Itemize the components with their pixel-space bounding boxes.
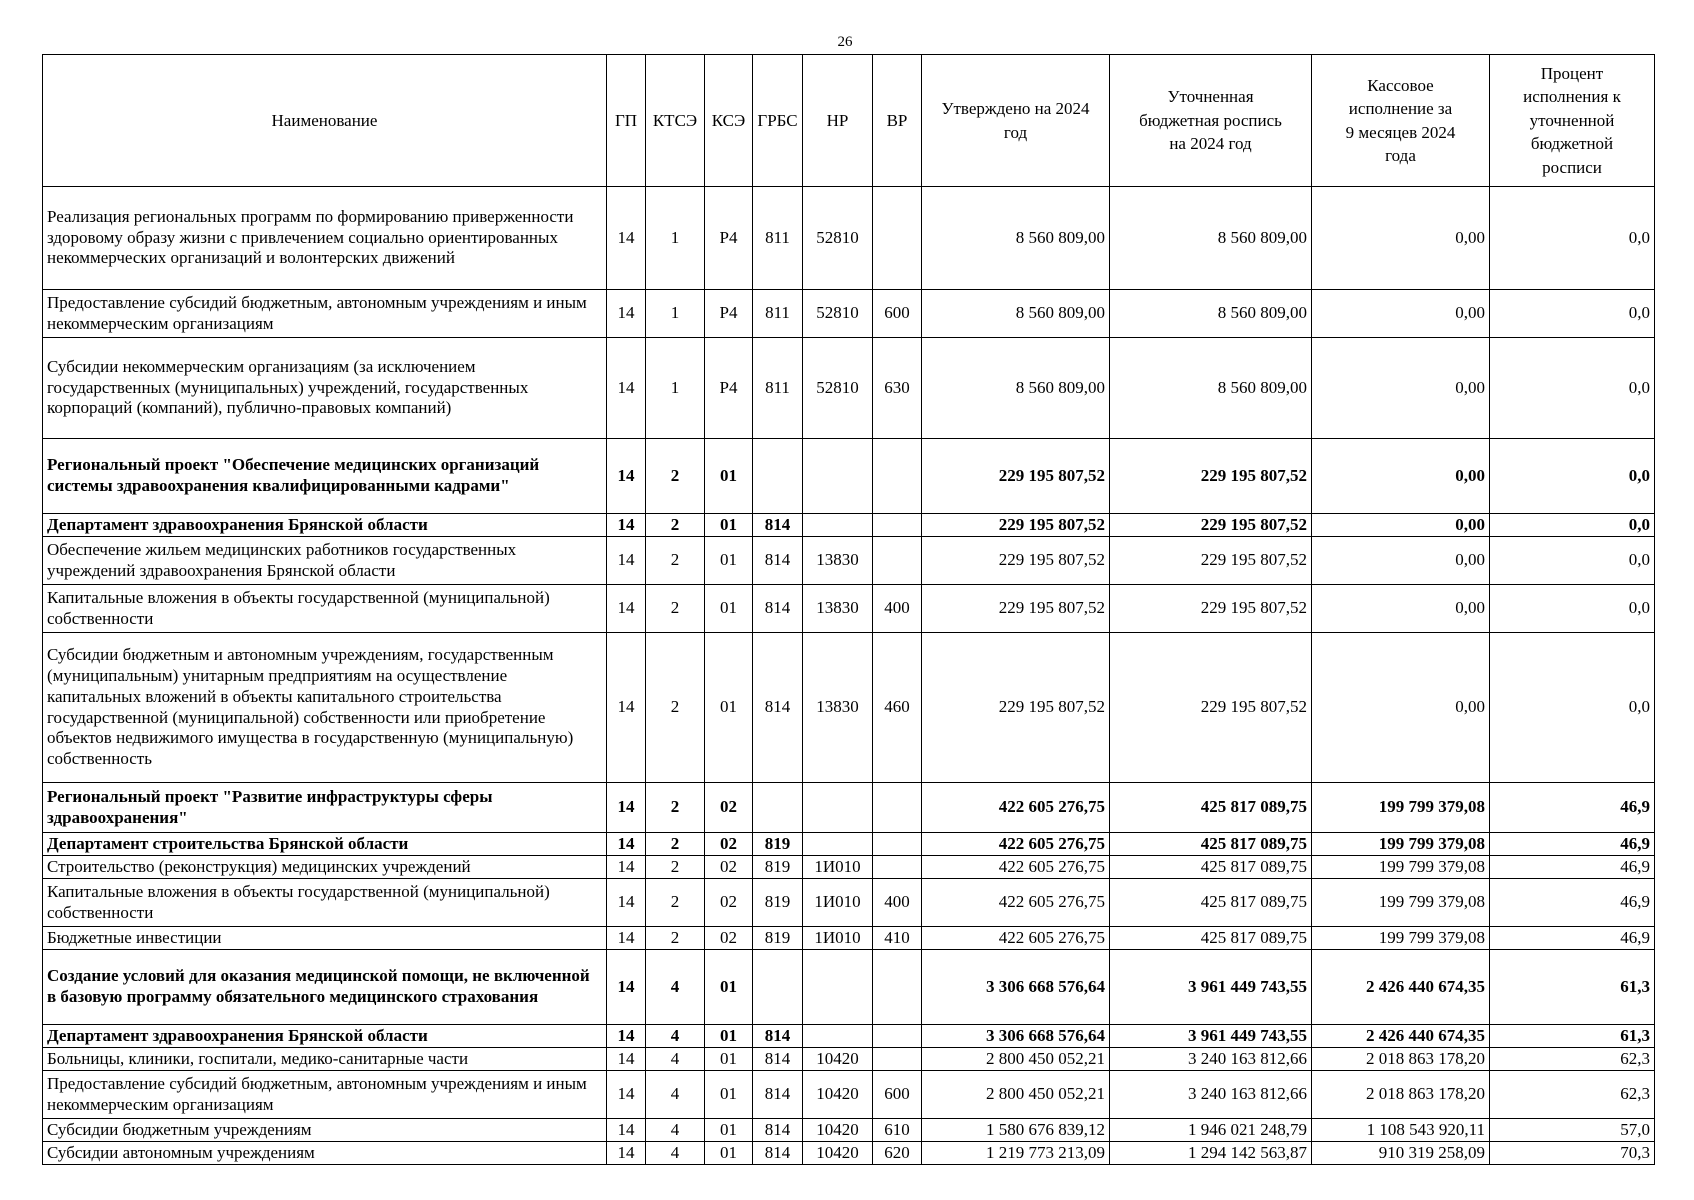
cell-gp: 14 [607, 856, 646, 879]
table-row [43, 1071, 1655, 1119]
cell-ktse: 2 [646, 927, 705, 950]
cell-cash: 0,00 [1312, 514, 1490, 537]
cell-grbs [753, 439, 803, 514]
cell-ktse: 2 [646, 833, 705, 856]
cell-refined: 229 195 807,52 [1110, 633, 1312, 783]
cell-vr [873, 537, 922, 585]
cell-cash: 0,00 [1312, 633, 1490, 783]
cell-refined: 425 817 089,75 [1110, 833, 1312, 856]
cell-approved: 2 800 450 052,21 [922, 1071, 1110, 1119]
cell-nr: 52810 [803, 338, 873, 439]
cell-cash: 1 108 543 920,11 [1312, 1119, 1490, 1142]
cell-nr [803, 783, 873, 833]
cell-approved: 422 605 276,75 [922, 856, 1110, 879]
cell-name: Субсидии бюджетным учреждениям [43, 1119, 607, 1142]
cell-name: Бюджетные инвестиции [43, 927, 607, 950]
table-row [43, 1119, 1655, 1142]
cell-name: Субсидии бюджетным и автономным учреждениям, государственным (муниципальным) унитарным предприятиям на осуществление капитальных вложений в объекты капитального строительства государственной (муниципальной) собственности или приобретение объектов недвижимого имущества в государственную (муниципальную) собственность [43, 633, 607, 783]
cell-gp: 14 [607, 187, 646, 290]
cell-grbs: 814 [753, 514, 803, 537]
cell-vr: 600 [873, 1071, 922, 1119]
cell-approved: 229 195 807,52 [922, 439, 1110, 514]
cell-kse: 01 [705, 950, 753, 1025]
cell-nr: 10420 [803, 1142, 873, 1165]
cell-kse: 02 [705, 783, 753, 833]
cell-kse: 01 [705, 1048, 753, 1071]
cell-cash: 199 799 379,08 [1312, 833, 1490, 856]
cell-approved: 422 605 276,75 [922, 783, 1110, 833]
cell-nr [803, 1025, 873, 1048]
cell-percent: 0,0 [1490, 439, 1655, 514]
cell-nr [803, 950, 873, 1025]
cell-refined: 229 195 807,52 [1110, 585, 1312, 633]
cell-vr [873, 856, 922, 879]
cell-approved: 422 605 276,75 [922, 927, 1110, 950]
cell-vr [873, 833, 922, 856]
cell-ktse: 2 [646, 879, 705, 927]
cell-refined: 425 817 089,75 [1110, 856, 1312, 879]
cell-approved: 422 605 276,75 [922, 879, 1110, 927]
cell-cash: 0,00 [1312, 585, 1490, 633]
cell-vr: 600 [873, 290, 922, 338]
cell-ktse: 1 [646, 290, 705, 338]
cell-refined: 1 946 021 248,79 [1110, 1119, 1312, 1142]
header-grbs: ГРБС [753, 55, 803, 187]
cell-kse: 01 [705, 633, 753, 783]
cell-kse: 01 [705, 537, 753, 585]
cell-gp: 14 [607, 338, 646, 439]
cell-ktse: 4 [646, 950, 705, 1025]
cell-name: Субсидии автономным учреждениям [43, 1142, 607, 1165]
table-header-row [43, 55, 1655, 187]
cell-name: Предоставление субсидий бюджетным, автономным учреждениям и иным некоммерческим организациям [43, 290, 607, 338]
cell-vr: 630 [873, 338, 922, 439]
cell-grbs: 814 [753, 537, 803, 585]
cell-kse: 01 [705, 585, 753, 633]
cell-percent: 61,3 [1490, 950, 1655, 1025]
cell-vr [873, 950, 922, 1025]
cell-ktse: 2 [646, 439, 705, 514]
cell-ktse: 1 [646, 338, 705, 439]
cell-cash: 0,00 [1312, 537, 1490, 585]
cell-approved: 229 195 807,52 [922, 633, 1110, 783]
cell-kse: 01 [705, 514, 753, 537]
table-row [43, 290, 1655, 338]
cell-kse: 01 [705, 1119, 753, 1142]
cell-name: Обеспечение жильем медицинских работников государственных учреждений здравоохранения Брянской области [43, 537, 607, 585]
table-row [43, 879, 1655, 927]
table-row [43, 514, 1655, 537]
cell-ktse: 2 [646, 633, 705, 783]
cell-percent: 46,9 [1490, 927, 1655, 950]
cell-ktse: 2 [646, 783, 705, 833]
cell-grbs: 814 [753, 1071, 803, 1119]
cell-gp: 14 [607, 514, 646, 537]
header-ktse: КТСЭ [646, 55, 705, 187]
cell-name: Предоставление субсидий бюджетным, автономным учреждениям и иным некоммерческим организациям [43, 1071, 607, 1119]
cell-approved: 8 560 809,00 [922, 290, 1110, 338]
cell-ktse: 2 [646, 856, 705, 879]
cell-nr [803, 439, 873, 514]
cell-gp: 14 [607, 585, 646, 633]
cell-ktse: 2 [646, 514, 705, 537]
cell-gp: 14 [607, 537, 646, 585]
cell-kse: Р4 [705, 290, 753, 338]
cell-percent: 57,0 [1490, 1119, 1655, 1142]
cell-percent: 61,3 [1490, 1025, 1655, 1048]
cell-gp: 14 [607, 633, 646, 783]
header-gp: ГП [607, 55, 646, 187]
cell-cash: 199 799 379,08 [1312, 927, 1490, 950]
cell-percent: 70,3 [1490, 1142, 1655, 1165]
cell-vr: 460 [873, 633, 922, 783]
cell-nr: 52810 [803, 187, 873, 290]
header-cash: Кассовое исполнение за 9 месяцев 2024 года [1312, 55, 1490, 187]
table-row [43, 439, 1655, 514]
table-row [43, 1048, 1655, 1071]
cell-ktse: 2 [646, 585, 705, 633]
cell-cash: 910 319 258,09 [1312, 1142, 1490, 1165]
cell-name: Региональный проект "Обеспечение медицинских организаций системы здравоохранения квалифицированными кадрами" [43, 439, 607, 514]
cell-gp: 14 [607, 1025, 646, 1048]
cell-nr [803, 514, 873, 537]
cell-vr [873, 783, 922, 833]
cell-percent: 62,3 [1490, 1048, 1655, 1071]
cell-ktse: 4 [646, 1119, 705, 1142]
header-kse: КСЭ [705, 55, 753, 187]
cell-refined: 8 560 809,00 [1110, 290, 1312, 338]
cell-grbs: 811 [753, 338, 803, 439]
cell-cash: 2 426 440 674,35 [1312, 950, 1490, 1025]
cell-cash: 0,00 [1312, 338, 1490, 439]
cell-approved: 229 195 807,52 [922, 514, 1110, 537]
cell-cash: 0,00 [1312, 290, 1490, 338]
header-name: Наименование [43, 55, 607, 187]
cell-approved: 8 560 809,00 [922, 338, 1110, 439]
header-approved: Утверждено на 2024 год [922, 55, 1110, 187]
cell-percent: 0,0 [1490, 290, 1655, 338]
cell-name: Больницы, клиники, госпитали, медико-санитарные части [43, 1048, 607, 1071]
cell-grbs: 814 [753, 585, 803, 633]
table-row [43, 1025, 1655, 1048]
cell-grbs: 819 [753, 833, 803, 856]
cell-approved: 1 580 676 839,12 [922, 1119, 1110, 1142]
cell-refined: 3 961 449 743,55 [1110, 950, 1312, 1025]
cell-vr [873, 187, 922, 290]
cell-gp: 14 [607, 783, 646, 833]
cell-vr: 400 [873, 879, 922, 927]
cell-name: Капитальные вложения в объекты государственной (муниципальной) собственности [43, 585, 607, 633]
cell-refined: 229 195 807,52 [1110, 439, 1312, 514]
cell-refined: 3 961 449 743,55 [1110, 1025, 1312, 1048]
cell-vr: 400 [873, 585, 922, 633]
cell-ktse: 4 [646, 1025, 705, 1048]
cell-kse: 01 [705, 1142, 753, 1165]
cell-percent: 0,0 [1490, 633, 1655, 783]
cell-nr: 13830 [803, 537, 873, 585]
cell-cash: 0,00 [1312, 187, 1490, 290]
cell-name: Реализация региональных программ по формированию приверженности здоровому образу жизни с привлечением социально ориентированных некоммерческих организаций и волонтерских движений [43, 187, 607, 290]
cell-gp: 14 [607, 879, 646, 927]
cell-kse: Р4 [705, 187, 753, 290]
cell-grbs: 814 [753, 1142, 803, 1165]
cell-percent: 0,0 [1490, 537, 1655, 585]
table-row [43, 927, 1655, 950]
cell-name: Создание условий для оказания медицинской помощи, не включенной в базовую программу обязательного медицинского страхования [43, 950, 607, 1025]
cell-kse: Р4 [705, 338, 753, 439]
cell-nr: 10420 [803, 1119, 873, 1142]
cell-cash: 199 799 379,08 [1312, 879, 1490, 927]
cell-percent: 62,3 [1490, 1071, 1655, 1119]
table-row [43, 187, 1655, 290]
cell-name: Региональный проект "Развитие инфраструктуры сферы здравоохранения" [43, 783, 607, 833]
page-number: 26 [837, 34, 853, 50]
table-row [43, 856, 1655, 879]
cell-cash: 2 426 440 674,35 [1312, 1025, 1490, 1048]
cell-refined: 8 560 809,00 [1110, 338, 1312, 439]
cell-refined: 8 560 809,00 [1110, 187, 1312, 290]
cell-refined: 229 195 807,52 [1110, 514, 1312, 537]
cell-nr [803, 833, 873, 856]
cell-vr: 610 [873, 1119, 922, 1142]
cell-nr: 1И010 [803, 927, 873, 950]
cell-nr: 1И010 [803, 879, 873, 927]
cell-grbs: 814 [753, 633, 803, 783]
cell-grbs: 811 [753, 290, 803, 338]
cell-gp: 14 [607, 1142, 646, 1165]
cell-nr: 52810 [803, 290, 873, 338]
cell-refined: 229 195 807,52 [1110, 537, 1312, 585]
cell-name: Субсидии некоммерческим организациям (за исключением государственных (муниципальных) учреждений, государственных корпораций (компаний), публично-правовых компаний) [43, 338, 607, 439]
cell-gp: 14 [607, 927, 646, 950]
cell-ktse: 2 [646, 537, 705, 585]
cell-approved: 1 219 773 213,09 [922, 1142, 1110, 1165]
cell-nr: 13830 [803, 633, 873, 783]
cell-kse: 02 [705, 833, 753, 856]
cell-kse: 02 [705, 879, 753, 927]
cell-ktse: 4 [646, 1142, 705, 1165]
cell-gp: 14 [607, 833, 646, 856]
cell-refined: 425 817 089,75 [1110, 927, 1312, 950]
cell-refined: 425 817 089,75 [1110, 879, 1312, 927]
cell-approved: 2 800 450 052,21 [922, 1048, 1110, 1071]
table-row [43, 1142, 1655, 1165]
cell-grbs: 811 [753, 187, 803, 290]
cell-approved: 3 306 668 576,64 [922, 1025, 1110, 1048]
cell-percent: 46,9 [1490, 856, 1655, 879]
cell-vr: 410 [873, 927, 922, 950]
cell-vr [873, 1025, 922, 1048]
cell-percent: 0,0 [1490, 585, 1655, 633]
cell-grbs: 814 [753, 1119, 803, 1142]
cell-nr: 10420 [803, 1071, 873, 1119]
cell-nr: 13830 [803, 585, 873, 633]
header-percent: Процент исполнения к уточненной бюджетной росписи [1490, 55, 1655, 187]
cell-cash: 0,00 [1312, 439, 1490, 514]
cell-grbs [753, 783, 803, 833]
cell-approved: 229 195 807,52 [922, 585, 1110, 633]
cell-ktse: 4 [646, 1071, 705, 1119]
header-refined: Уточненная бюджетная роспись на 2024 год [1110, 55, 1312, 187]
cell-cash: 2 018 863 178,20 [1312, 1048, 1490, 1071]
cell-grbs: 814 [753, 1048, 803, 1071]
cell-name: Департамент здравоохранения Брянской области [43, 514, 607, 537]
cell-percent: 0,0 [1490, 338, 1655, 439]
cell-gp: 14 [607, 1048, 646, 1071]
cell-nr: 1И010 [803, 856, 873, 879]
cell-refined: 3 240 163 812,66 [1110, 1071, 1312, 1119]
table-row [43, 950, 1655, 1025]
cell-cash: 199 799 379,08 [1312, 783, 1490, 833]
cell-vr [873, 1048, 922, 1071]
cell-approved: 3 306 668 576,64 [922, 950, 1110, 1025]
cell-nr: 10420 [803, 1048, 873, 1071]
cell-cash: 2 018 863 178,20 [1312, 1071, 1490, 1119]
cell-gp: 14 [607, 1119, 646, 1142]
cell-kse: 02 [705, 856, 753, 879]
cell-kse: 01 [705, 1025, 753, 1048]
cell-name: Департамент здравоохранения Брянской области [43, 1025, 607, 1048]
cell-percent: 0,0 [1490, 187, 1655, 290]
cell-kse: 02 [705, 927, 753, 950]
cell-gp: 14 [607, 1071, 646, 1119]
header-vr: ВР [873, 55, 922, 187]
cell-ktse: 4 [646, 1048, 705, 1071]
cell-kse: 01 [705, 1071, 753, 1119]
cell-grbs: 819 [753, 927, 803, 950]
table-row [43, 585, 1655, 633]
budget-table [42, 54, 1655, 1165]
cell-percent: 46,9 [1490, 879, 1655, 927]
cell-refined: 1 294 142 563,87 [1110, 1142, 1312, 1165]
cell-vr [873, 514, 922, 537]
cell-approved: 422 605 276,75 [922, 833, 1110, 856]
cell-grbs: 814 [753, 1025, 803, 1048]
cell-grbs [753, 950, 803, 1025]
cell-cash: 199 799 379,08 [1312, 856, 1490, 879]
cell-ktse: 1 [646, 187, 705, 290]
table-row [43, 537, 1655, 585]
cell-kse: 01 [705, 439, 753, 514]
cell-grbs: 819 [753, 856, 803, 879]
cell-percent: 46,9 [1490, 833, 1655, 856]
table-body [43, 187, 1655, 1165]
cell-vr: 620 [873, 1142, 922, 1165]
cell-refined: 3 240 163 812,66 [1110, 1048, 1312, 1071]
cell-vr [873, 439, 922, 514]
table-row [43, 633, 1655, 783]
cell-percent: 0,0 [1490, 514, 1655, 537]
header-nr: НР [803, 55, 873, 187]
cell-gp: 14 [607, 439, 646, 514]
table-row [43, 833, 1655, 856]
cell-approved: 8 560 809,00 [922, 187, 1110, 290]
table-row [43, 338, 1655, 439]
table-row [43, 783, 1655, 833]
cell-name: Капитальные вложения в объекты государственной (муниципальной) собственности [43, 879, 607, 927]
cell-grbs: 819 [753, 879, 803, 927]
cell-name: Департамент строительства Брянской области [43, 833, 607, 856]
cell-refined: 425 817 089,75 [1110, 783, 1312, 833]
cell-gp: 14 [607, 290, 646, 338]
cell-approved: 229 195 807,52 [922, 537, 1110, 585]
cell-gp: 14 [607, 950, 646, 1025]
cell-name: Строительство (реконструкция) медицинских учреждений [43, 856, 607, 879]
cell-percent: 46,9 [1490, 783, 1655, 833]
